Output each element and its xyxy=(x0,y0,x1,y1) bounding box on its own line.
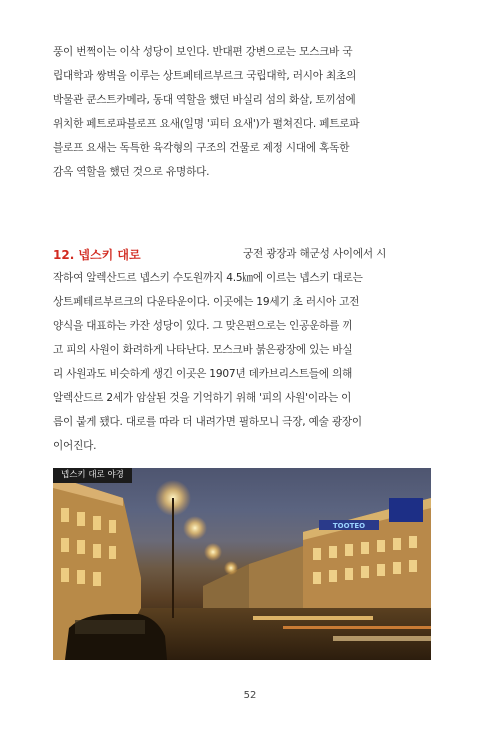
nevsky-night-photo xyxy=(53,468,431,660)
text-line: 박물관 쿤스트카메라, 동대 역할을 했던 바실리 섬의 화살, 토끼섬에 xyxy=(53,94,356,106)
text-line: 름이 붙게 됐다. 대로를 따라 더 내려가면 필하모니 극장, 예술 광장이 xyxy=(53,416,362,428)
text-line: 고 피의 사원이 화려하게 나타난다. 모스크바 붉은광장에 있는 바실 xyxy=(53,344,353,356)
text-line: 립대학과 쌍벽을 이루는 상트페테르부르크 국립대학, 러시아 최초의 xyxy=(53,70,357,82)
text-line: 작하여 알렉산드르 넵스키 수도원까지 4.5㎞에 이르는 넵스키 대로는 xyxy=(53,272,363,284)
text-line: 감옥 역할을 했던 것으로 유명하다. xyxy=(53,166,210,178)
text-line: 알렉산드르 2세가 암살된 것을 기억하기 위해 '피의 사원'이라는 이 xyxy=(53,392,352,404)
neon-sign-text: TOOTEO xyxy=(332,522,366,530)
paragraph-1 xyxy=(53,40,451,184)
text-line: 이어진다. xyxy=(53,440,97,452)
text-line: 블로프 요새는 독특한 육각형의 구조의 건물로 제정 시대에 혹독한 xyxy=(53,142,350,154)
text-line: 위치한 페트로파블로프 요새(일명 '피터 요새')가 펼쳐진다. 페트로파 xyxy=(53,118,360,130)
text-line: 궁전 광장과 해군성 사이에서 시 xyxy=(243,248,387,260)
paragraph-2 xyxy=(53,242,451,458)
text-line: 풍이 번쩍이는 이삭 성당이 보인다. 반대편 강변으로는 모스크바 국 xyxy=(53,46,353,58)
street-scene-illustration xyxy=(53,468,431,660)
photo-caption: 넵스키 대로 야경 xyxy=(53,468,132,483)
section-heading: 12. 넵스키 대로 xyxy=(53,248,141,262)
text-line: 리 사원과도 비슷하게 생긴 이곳은 1907년 데카브리스트들에 의해 xyxy=(53,368,353,380)
text-line: 상트페테르부르크의 다운타운이다. 이곳에는 19세기 초 러시아 고전 xyxy=(53,296,360,308)
page-number: 52 xyxy=(243,690,257,701)
text-line: 양식을 대표하는 카잔 성당이 있다. 그 맞은편으로는 인공운하를 끼 xyxy=(53,320,353,332)
